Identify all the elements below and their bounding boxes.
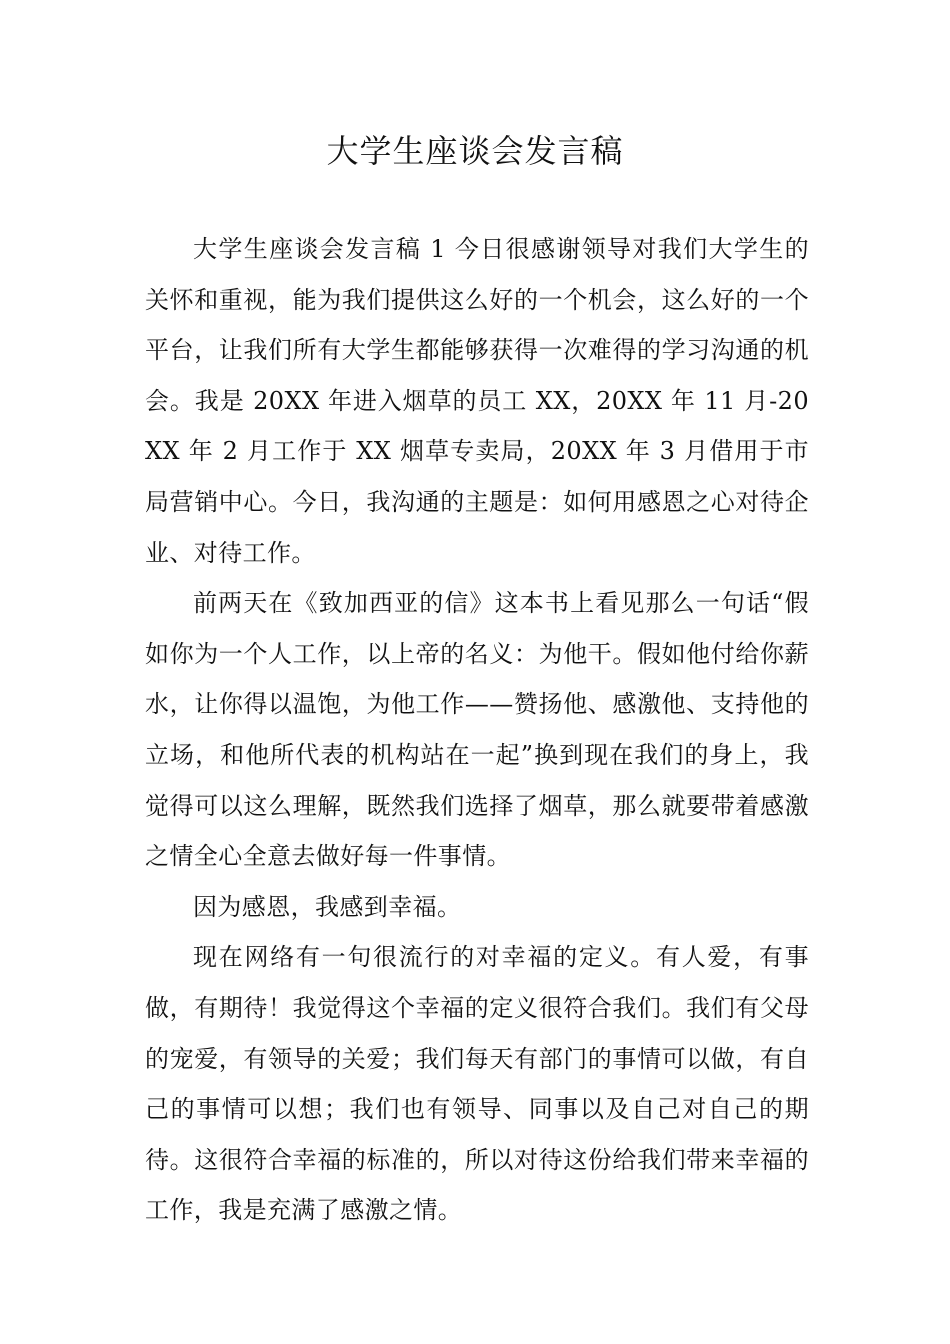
paragraph-3: 因为感恩，我感到幸福。	[193, 892, 462, 921]
paragraph-1: 大学生座谈会发言稿 1 今日很感谢领导对我们大学生的关怀和重视，能为我们提供这么好的一个机会，这么好的一个平台，让我们所有大学生都能够获得一次难得的学习沟通的机会。我是 20XX 年进入烟草的员工 XX，20XX 年 11 月-20XX 年 2 月工作于 XX 烟草专卖局，20XX 年 3 月借用于市局营销中心。今日，我沟通的主题是：如何用感恩之心对待企业、对待工作。	[145, 235, 809, 567]
paragraph-4: 现在网络有一句很流行的对幸福的定义。有人爱，有事做，有期待！我觉得这个幸福的定义很符合我们。我们有父母的宠爱，有领导的关爱；我们每天有部门的事情可以做，有自己的事情可以想；我们也有领导、同事以及自己对自己的期待。这很符合幸福的标准的，所以对待这份给我们带来幸福的工作，我是充满了感激之情。	[145, 943, 809, 1225]
document-body	[145, 224, 809, 1236]
paragraph-2: 前两天在《致加西亚的信》这本书上看见那么一句话“假如你为一个人工作，以上帝的名义：为他干。假如他付给你薪水，让你得以温饱，为他工作——赞扬他、感激他、支持他的立场，和他所代表的机构站在一起”换到现在我们的身上，我觉得可以这么理解，既然我们选择了烟草，那么就要带着感激之情全心全意去做好每一件事情。	[145, 589, 809, 871]
document-title: 大学生座谈会发言稿	[326, 132, 624, 170]
